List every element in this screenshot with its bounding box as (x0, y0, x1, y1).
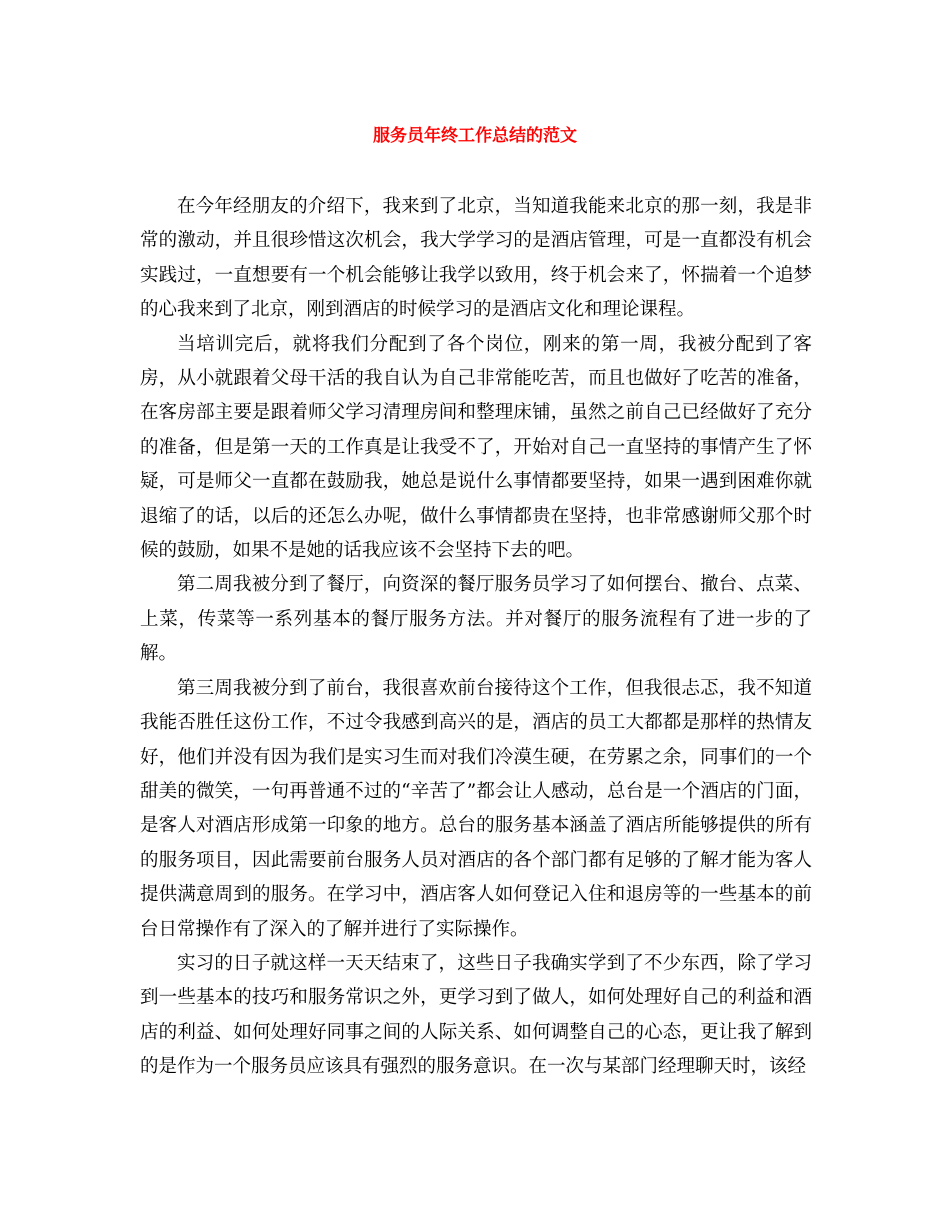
paragraph: 当培训完后，就将我们分配到了各个岗位，刚来的第一周，我被分配到了客房，从小就跟着父母干活的我自认为自己非常能吃苦，而且也做好了吃苦的准备，在客房部主要是跟着师父学习清理房间和整理床铺，虽然之前自己已经做好了充分的准备，但是第一天的工作真是让我受不了，开始对自己一直坚持的事情产生了怀疑，可是师父一直都在鼓励我，她总是说什么事情都要坚持，如果一遇到困难你就退缩了的话，以后的还怎么办呢，做什么事情都贵在坚持，也非常感谢师父那个时候的鼓励，如果不是她的话我应该不会坚持下去的吧。 (140, 333, 812, 562)
document-title: 服务员年终工作总结的范文 (373, 126, 577, 146)
paragraph: 实习的日子就这样一天天结束了，这些日子我确实学到了不少东西，除了学习到一些基本的技巧和服务常识之外，更学习到了做人，如何处理好自己的利益和酒店的利益、如何处理好同事之间的人际关系、如何调整自己的心态，更让我了解到的是作为一个服务员应该具有强烈的服务意识。在一次与某部门经理聊天时，该经 (140, 952, 812, 1078)
paragraph: 第二周我被分到了餐厅，向资深的餐厅服务员学习了如何摆台、撤台、点菜、上菜，传菜等一系列基本的餐厅服务方法。并对餐厅的服务流程有了进一步的了解。 (140, 574, 812, 665)
paragraph: 在今年经朋友的介绍下，我来到了北京，当知道我能来北京的那一刻，我是非常的激动，并且很珍惜这次机会，我大学学习的是酒店管理，可是一直都没有机会实践过，一直想要有一个机会能够让我学以致用，终于机会来了，怀揣着一个追梦的心我来到了北京，刚到酒店的时候学习的是酒店文化和理论课程。 (140, 196, 812, 321)
document-body (140, 190, 812, 1085)
paragraph: 第三周我被分到了前台，我很喜欢前台接待这个工作，但我很忐忑，我不知道我能否胜任这份工作，不过令我感到高兴的是，酒店的员工大都都是那样的热情友好，他们并没有因为我们是实习生而对我们冷漠生硬，在劳累之余，同事们的一个甜美的微笑，一句再普通不过的“辛苦了”都会让人感动，总台是一个酒店的门面，是客人对酒店形成第一印象的地方。总台的服务基本涵盖了酒店所能够提供的所有的服务项目，因此需要前台服务人员对酒店的各个部门都有足够的了解才能为客人提供满意周到的服务。在学习中，酒店客人如何登记入住和退房等的一些基本的前台日常操作有了深入的了解并进行了实际操作。 (140, 677, 812, 940)
